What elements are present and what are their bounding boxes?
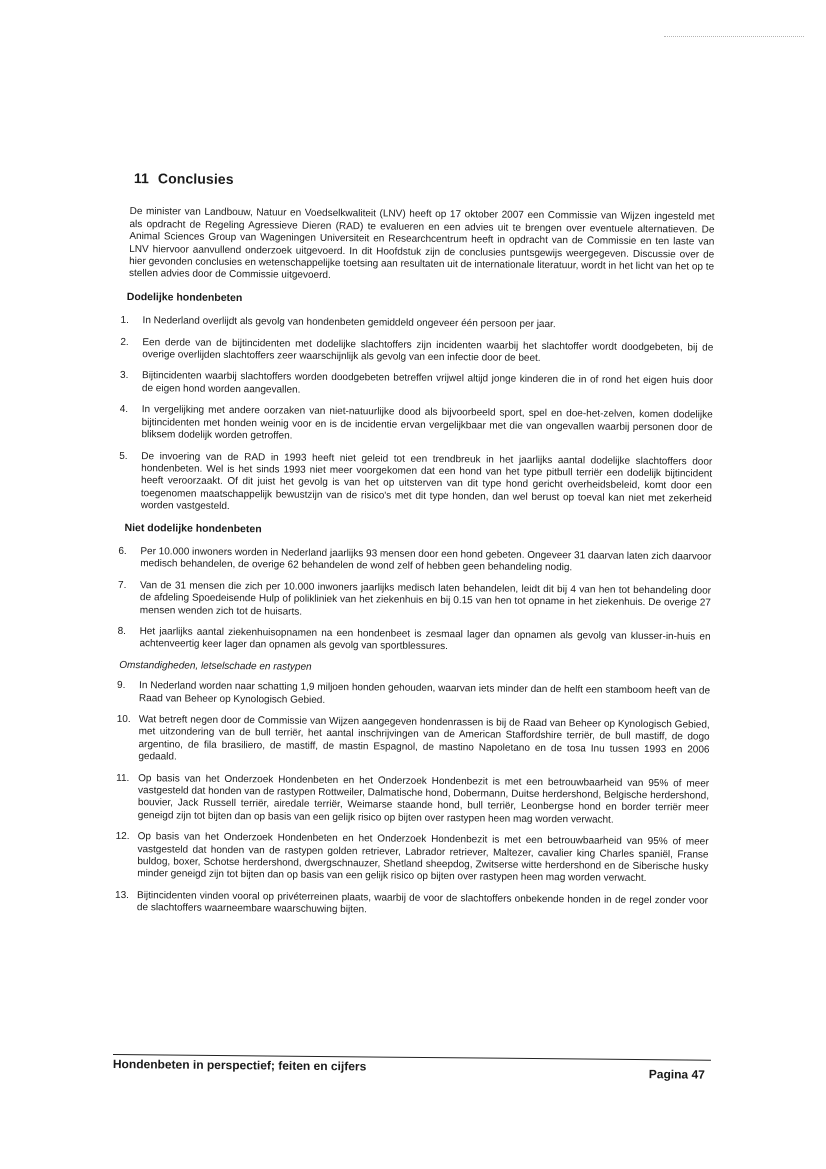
item-text: In vergelijking met andere oorzaken van niet-natuurlijke dood als bijvoorbeeld sport, spel en doe-het-zelven, komen dodelijke bijtincidenten met honden weinig voor en is de incidentie ervan vergelijkbaar met die van ongevallen waarbij personen door de bliksem dodelijk worden getroffen. — [141, 404, 713, 442]
list-item — [118, 545, 712, 576]
list-item — [119, 370, 714, 400]
item-number: 2. — [120, 336, 129, 348]
footer-page-number: Pagina 47 — [648, 1067, 705, 1082]
list-item — [116, 713, 710, 769]
chapter-heading — [134, 172, 715, 190]
scan-artifact-line — [664, 36, 804, 37]
item-text: Op basis van het Onderzoek Hondenbeten en het Onderzoek Hondenbezit is met een betrouwbaarheid van 95% of meer vastgesteld dat honden van de rastypen Rottweiler, Dalmatische hond, Dobermann, Duitse herdershond, Belgische herdershond, bouvier, Jack Russell terriër, airedale terriër, Weimarse staande hond, bull terriër, Leonbergse hond en border terriër meer geneigd zijn tot bijten dan op basis van een gelijk risico op bijten over rastypen heen mag worden verwacht. — [137, 772, 710, 826]
footer-document-title: Hondenbeten in perspectief; feiten en cijfers — [112, 1056, 367, 1074]
item-number: 9. — [117, 680, 126, 692]
item-text: Bijtincidenten vinden vooral op privéterreinen plaats, waarbij de voor de slachtoffers onbekende honden in de regel zonder voor de slachtoffers waarneembare waarschuwing bijten. — [136, 889, 709, 916]
item-number: 5. — [119, 450, 128, 462]
item-text: Wat betreft negen door de Commissie van Wijzen aangegeven hondenrassen is bij de Raad van Beheer op Kynologisch Gebied, met uitzondering van de bull terriër, het aantal inschrijvingen van de American Staffordshire terriër, de bull mastiff, de dogo argentino, de fila brasiliero, de mastiff, de mastin Espagnol, de mastino Napoletano en de tosa Inu tussen 1993 en 2006 gedaald. — [138, 714, 710, 763]
page-content — [115, 170, 715, 929]
item-number: 1. — [120, 315, 129, 327]
item-number: 11. — [116, 772, 130, 784]
item-number: 3. — [119, 370, 129, 382]
list-item — [119, 404, 713, 447]
intro-paragraph: De minister van Landbouw, Natuur en Voedselkwaliteit (LNV) heeft op 17 oktober 2007 een Commissie van Wijzen ingesteld met als opdracht de Regeling Agressieve Dieren (RAD) te evalueren en een advies uit te brengen over eventuele alternatieven. De Animal Sciences Group van Wageningen Universiteit en Researchcentrum heeft in opdracht van de Commissie en ten laste van LNV hiervoor aanvullend onderzoek uitgevoerd. In dit Hoofdstuk zijn de conclusies puntsgewijs weergegeven. Discussie over de hier gevonden conclusies en wetenschappelijke toetsing aan resultaten uit de internationale literatuur, wordt in het licht van het op te stellen advies door de Commissie uitgevoerd. — [128, 206, 715, 282]
list-item — [116, 772, 710, 828]
list-item — [120, 336, 714, 367]
chapter-number: 11 — [133, 170, 150, 187]
list-dodelijke — [119, 315, 714, 518]
item-text: In Nederland overlijdt als gevolg van hondenbeten gemiddeld ongeveer één persoon per jaar. — [142, 315, 556, 331]
list-omstandigheden — [115, 680, 711, 920]
list-item — [119, 450, 713, 518]
section-heading-dodelijke: Dodelijke hondenbeten — [126, 290, 243, 304]
item-text: Op basis van het Onderzoek Hondenbeten en het Onderzoek Hondenbezit is met een betrouwbaarheid van 95% of meer vastgesteld dat honden van de rastypen golden retriever, Labrador retriever, Maltezer, cavalier king Charles spaniël, Franse buldog, boxer, Schotse herdershond, dwergschnauzer, Shetland sheepdog, Zwitserse witte herdershond en de Siberische husky minder geneigd zijn tot bijten dan op basis van een gelijk risico op bijten over rastypen heen mag worden verwacht. — [137, 831, 709, 885]
list-item — [120, 315, 714, 333]
list-item — [117, 680, 711, 710]
item-text: De invoering van de RAD in 1993 heeft niet geleid tot een trendbreuk in het jaarlijks aantal dodelijke slachtoffers door hondenbeten. Wel is het sinds 1993 niet meer voorgekomen dat een hond van het type pitbull terriër een dodelijk bijtincident heeft veroorzaakt. Of dit juist het gevolg is van het op uitsterven van dit type hond gericht overheidsbeleid, komt door een toegenomen maatschappelijk bewustzijn van de risico's met dit type honden, dan wel berust op toeval kan niet met zekerheid worden vastgesteld. — [140, 450, 713, 513]
section-heading-omstandigheden: Omstandigheden, letselschade en rastypen — [119, 659, 312, 673]
item-number: 8. — [117, 625, 126, 637]
item-text: In Nederland worden naar schatting 1,9 miljoen honden gehouden, waarvan iets minder dan de helft een stamboom heeft van de Raad van Beheer op Kynologisch Gebied. — [138, 680, 711, 706]
chapter-title: Conclusies — [157, 170, 234, 187]
list-niet-dodelijke — [117, 545, 712, 656]
item-number: 6. — [118, 545, 127, 557]
item-number: 10. — [116, 713, 131, 726]
section-heading-niet-dodelijke: Niet dodelijke hondenbeten — [124, 521, 262, 535]
item-text: Het jaarlijks aantal ziekenhuisopnamen na een hondenbeet is zesmaal lager dan opnamen als gevolg van klusser-in-huis en achtenveertig keer lager dan opnamen als gevolg van sportblessures. — [139, 626, 711, 653]
item-text: Van de 31 mensen die zich per 10.000 inwoners jaarlijks medisch laten behandelen, leidt dit bij 4 van hen tot behandeling door de afdeling Spoedeisende Hulp of polikliniek van het ziekenhuis en bij 0.15 van hen tot opname in het ziekenhuis. De overige 27 mensen wenden zich tot de huisarts. — [139, 579, 712, 618]
list-item — [115, 831, 709, 886]
item-text: Per 10.000 inwoners worden in Nederland jaarlijks 93 mensen door een hond gebeten. Ongeveer 31 daarvan laten zich daarvoor medisch behandelen, de overige 62 behandelen de wond zelf of hebben geen behandeling nodig. — [140, 546, 712, 574]
item-text: Bijtincidenten waarbij slachtoffers worden doodgebeten betreffen vrijwel altijd jonge kinderen die in of rond het eigen huis door de eigen hond worden aangevallen. — [141, 370, 714, 396]
item-number: 4. — [119, 404, 129, 416]
list-item — [115, 889, 709, 920]
item-number: 7. — [117, 579, 127, 591]
item-number: 13. — [115, 889, 130, 901]
page-footer — [113, 1054, 711, 1100]
list-item — [117, 625, 711, 656]
item-text: Een derde van de bijtincidenten met dodelijke slachtoffers zijn incidenten waarbij het slachtoffer wordt doodgebeten, bij de overige overlijden slachtoffers zeer waarschijnlijk als gevolg van een infectie door de beet. — [142, 336, 714, 365]
item-number: 12. — [115, 831, 130, 843]
list-item — [117, 579, 712, 623]
